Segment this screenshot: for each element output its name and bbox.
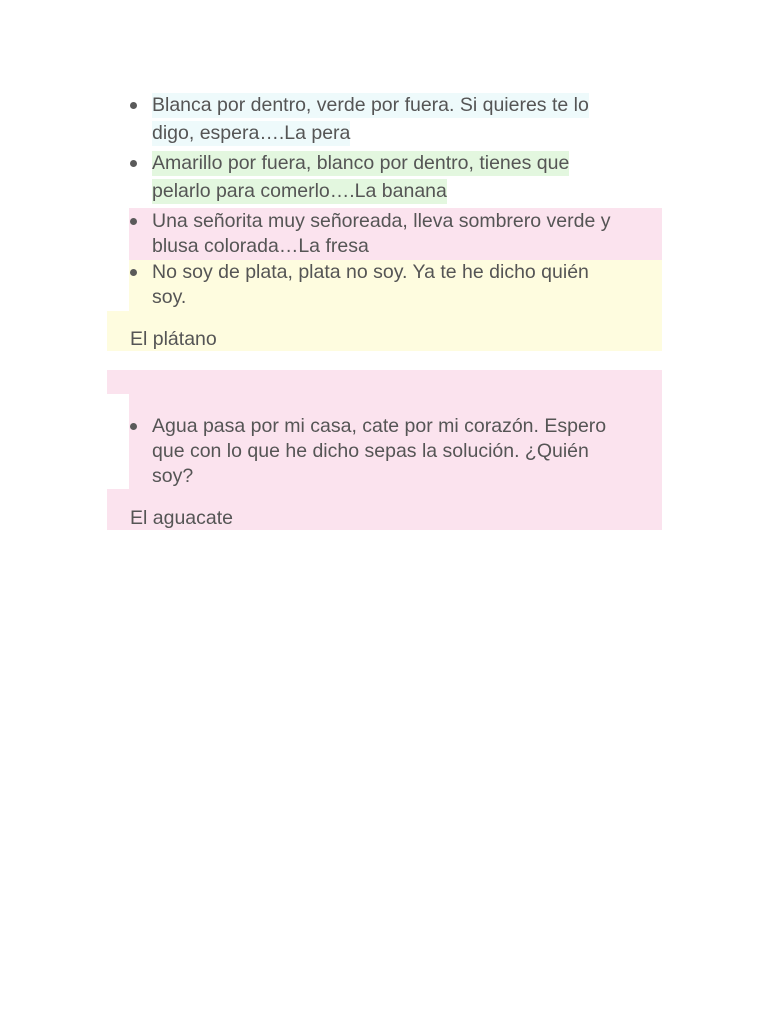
- highlight-block-riddle-5-top: [107, 370, 662, 394]
- riddle-1-line-1: Blanca por dentro, verde por fuera. Si quieres te lo: [152, 94, 589, 116]
- riddle-4-answer: El plátano: [130, 328, 217, 350]
- riddle-4-line-1: No soy de plata, plata no soy. Ya te he dicho quién: [152, 261, 589, 283]
- riddle-3-line-2: blusa colorada…La fresa: [152, 235, 369, 257]
- riddle-2-line-2: pelarlo para comerlo….La banana: [152, 180, 447, 202]
- bullet-icon: [130, 423, 137, 430]
- riddle-5-answer: El aguacate: [130, 507, 233, 529]
- riddle-5-line-2: que con lo que he dicho sepas la solución. ¿Quién: [152, 440, 589, 462]
- riddle-5-line-3: soy?: [152, 465, 194, 487]
- bullet-icon: [130, 102, 137, 109]
- riddle-3-line-1: Una señorita muy señoreada, lleva sombrero verde y: [152, 210, 611, 232]
- riddle-1-line-2: digo, espera….La pera: [152, 122, 351, 144]
- bullet-icon: [130, 160, 137, 167]
- bullet-icon: [130, 218, 137, 225]
- bullet-icon: [130, 269, 137, 276]
- riddle-5-line-1: Agua pasa por mi casa, cate por mi corazón. Espero: [152, 415, 607, 437]
- riddle-4-line-2: soy.: [152, 286, 187, 308]
- riddle-2-line-1: Amarillo por fuera, blanco por dentro, tienes que: [152, 152, 570, 174]
